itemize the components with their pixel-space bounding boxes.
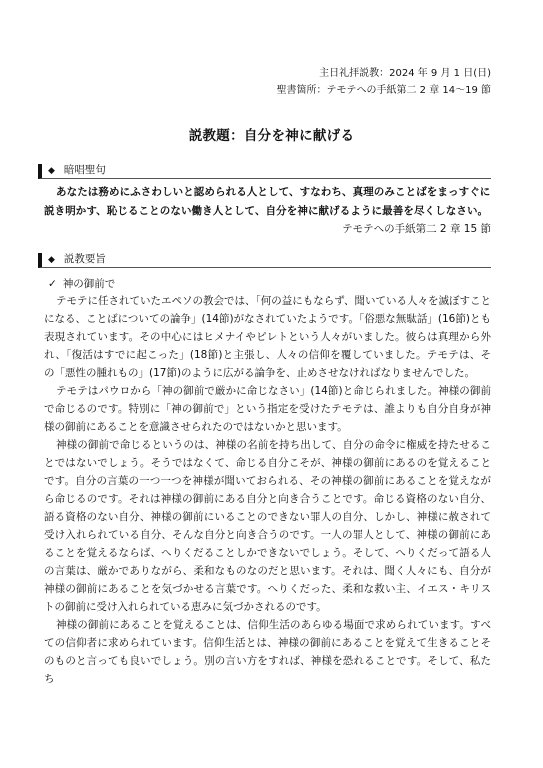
section-label: 説教要旨: [63, 253, 106, 265]
section-header-memory-verse: [38, 164, 491, 179]
scripture-passage: 聖書箇所：テモテへの手紙第二 2 章 14～19 節: [276, 84, 491, 96]
paragraph: 神様の御前にあることを覚えることは、信仰生活のあらゆる場面で求められています。すべての信仰者に求められています。信仰生活とは、神様の御前にあることを覚えて生きることそのものと言っても良いでしょう。別の言い方をすれば、神様を恐れることです。そして、私たち: [44, 619, 491, 685]
section-label: 暗唱聖句: [63, 164, 106, 176]
subheading-text: 神の御前で: [62, 278, 116, 290]
subheading: [48, 276, 115, 291]
paragraph: テモテはパウロから「神の御前で厳かに命じなさい」(14節)と命じられました。神様の御前で命じるのです。特別に「神の御前で」という指定を受けたテモテは、誰よりも自分自身が神様の御前にあることを意識させられたのではないかと思います。: [44, 385, 491, 433]
sermon-date: 主日礼拝説教：2024 年 9 月 1 日(日): [319, 68, 491, 79]
section-header-summary: [38, 253, 491, 268]
paragraph: 神様の御前で命じるというのは、神様の名前を持ち出して、自分の命令に権威を持たせることではないでしょう。そうではなくて、命じる自分こそが、神様の御前にあるのを覚えることです。自分の言葉の一つ一つを神様が聞いておられる、その神様の御前にあることを覚えながら命じるのです。それは神様の御前にある自分と向き合うことです。命じる資格のない自分、語る資格のない自分、神様の御前にいることのできない罪人の自分、しかし、神様に赦されて受け入れられている自分、そんな自分と向き合うのです。一人の罪人として、神様の御前にあることを覚えるならば、へりくだることしかできないでしょう。そして、へりくだって語る人の言葉は、厳かでありながら、柔和なものなのだと思います。それは、聞く人々にも、自分が神様の御前にあることを気づかせる言葉です。へりくだった、柔和な救い主、イエス・キリストの御前に受け入れられている恵みに気づかされるのです。: [44, 439, 491, 613]
memory-verse-reference: テモテへの手紙第二 2 章 15 節: [342, 223, 491, 235]
sermon-title: 説教題：自分を神に献げる: [188, 128, 355, 144]
header-meta: [276, 66, 491, 99]
diamond-icon: ◆: [48, 166, 55, 176]
memory-verse-text: あなたは務めにふさわしいと認められる人として、すなわち、真理のみことばをまっすぐに説き明かす、恥じることのない働き人として、自分を神に献げるように最善を尽くしなさい。: [44, 186, 491, 217]
diamond-icon: ◆: [48, 255, 55, 265]
sermon-body: [44, 292, 491, 688]
paragraph: テモテに任されていたエペソの教会では、「何の益にもならず、聞いている人々を滅ぼすことになる、ことばについての論争」(14節)がなされていたようです。「俗悪な無駄話」(16節)とも表現されています。その中心にはヒメナイやピレトという人々がいました。彼らは真理から外れ、「復活はすでに起こった」(18節)と主張し、人々の信仰を覆していました。テモテは、その「悪性の腫れもの」(17節)のように広がる論争を、止めさせなければなりませんでした。: [44, 295, 491, 379]
checkmark-icon: ✓: [48, 278, 57, 290]
